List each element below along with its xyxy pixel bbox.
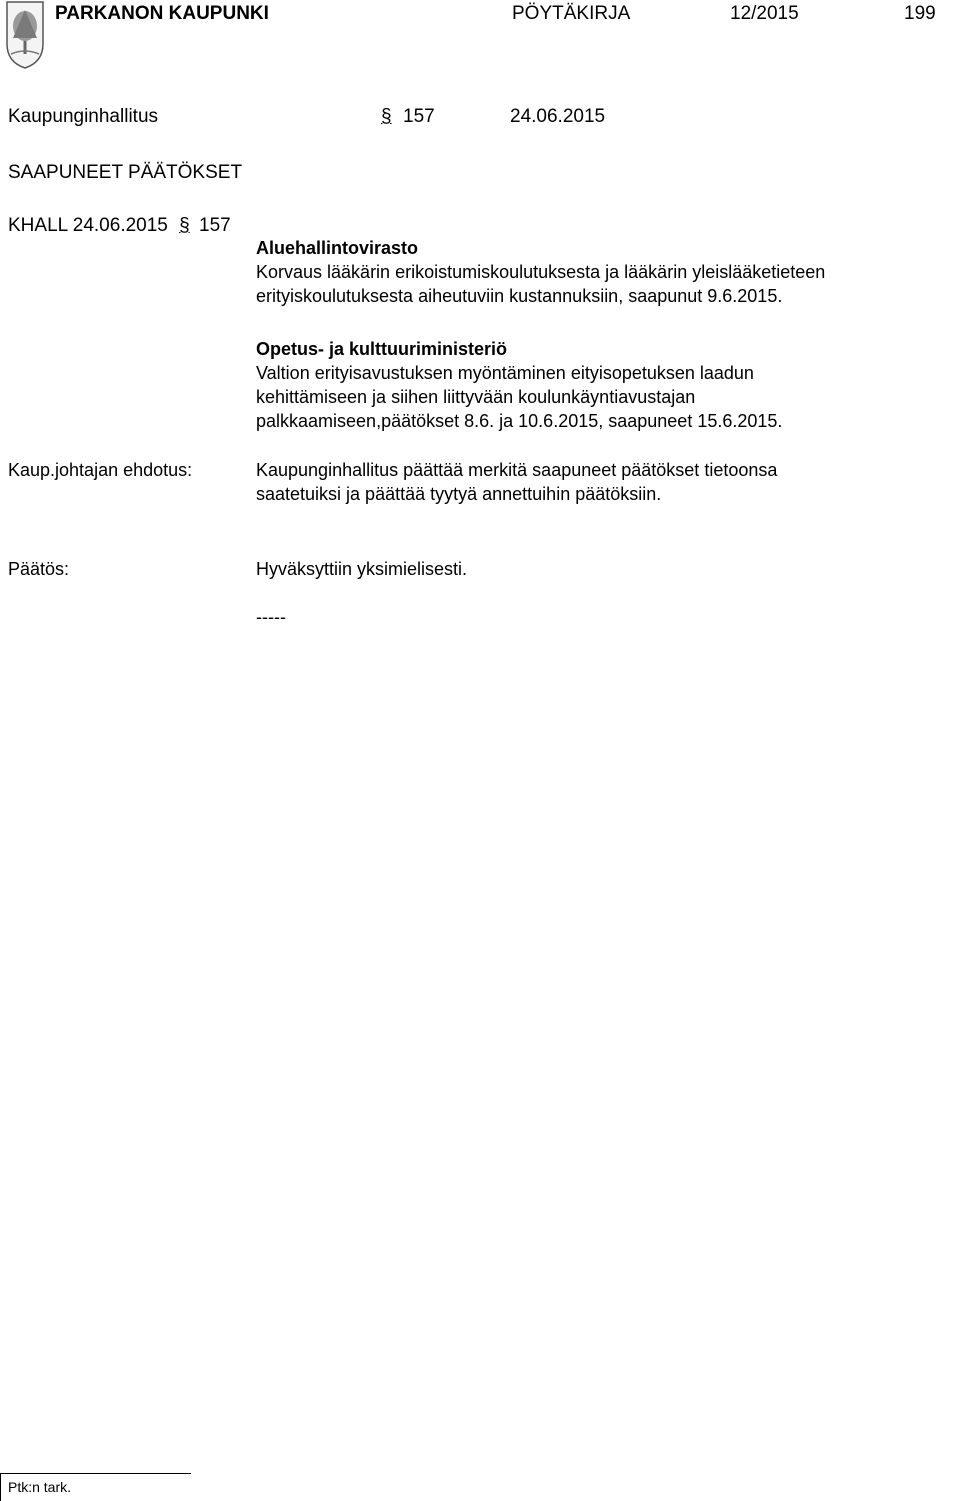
municipal-crest-logo (5, 0, 45, 70)
subject-title: SAAPUNEET PÄÄTÖKSET (8, 162, 243, 183)
municipality-name: PARKANON KAUPUNKI (55, 3, 269, 24)
meeting-body: Kaupunginhallitus (8, 106, 159, 127)
reference-section-number: 157 (199, 215, 231, 236)
section-symbol: § (381, 106, 392, 127)
proposal-line-1: Kaupunginhallitus päättää merkitä saapuneet päätökset tietoonsa (256, 460, 778, 480)
footer-box-edge (0, 1473, 1, 1501)
reference-text: KHALL 24.06.2015 (8, 215, 168, 236)
footer-divider (0, 1473, 191, 1474)
reference-section-symbol: § (179, 215, 190, 236)
end-mark: ----- (256, 607, 286, 627)
proposal-label: Kaup.johtajan ehdotus: (8, 460, 193, 480)
section-number: 157 (403, 106, 435, 127)
decision-text: Hyväksyttiin yksimielisesti. (256, 559, 468, 579)
item-2-line-1: Valtion erityisavustuksen myöntäminen eityisopetuksen laadun (256, 363, 754, 383)
item-1-line-1: Korvaus lääkärin erikoistumiskoulutuksesta ja lääkärin yleislääketieteen (256, 262, 826, 282)
meeting-date: 24.06.2015 (510, 106, 606, 127)
item-2-organization: Opetus- ja kulttuuriministeriö (256, 339, 508, 359)
issue-number: 12/2015 (730, 3, 799, 24)
item-1-organization: Aluehallintovirasto (256, 238, 419, 258)
document-type: PÖYTÄKIRJA (512, 3, 631, 24)
page-number: 199 (904, 3, 936, 24)
item-1-line-2: erityiskoulutuksesta aiheutuviin kustannuksiin, saapunut 9.6.2015. (256, 286, 783, 306)
footer-inspection-label: Ptk:n tark. (8, 1479, 72, 1495)
proposal-line-2: saatetuiksi ja päättää tyytyä annettuihin päätöksiin. (256, 484, 662, 504)
item-2-line-2: kehittämiseen ja siihen liittyvään koulunkäyntiavustajan (256, 387, 696, 407)
decision-label: Päätös: (8, 559, 70, 579)
item-2-line-3: palkkaamiseen,päätökset 8.6. ja 10.6.2015, saapuneet 15.6.2015. (256, 411, 783, 431)
reference-line (8, 215, 231, 237)
